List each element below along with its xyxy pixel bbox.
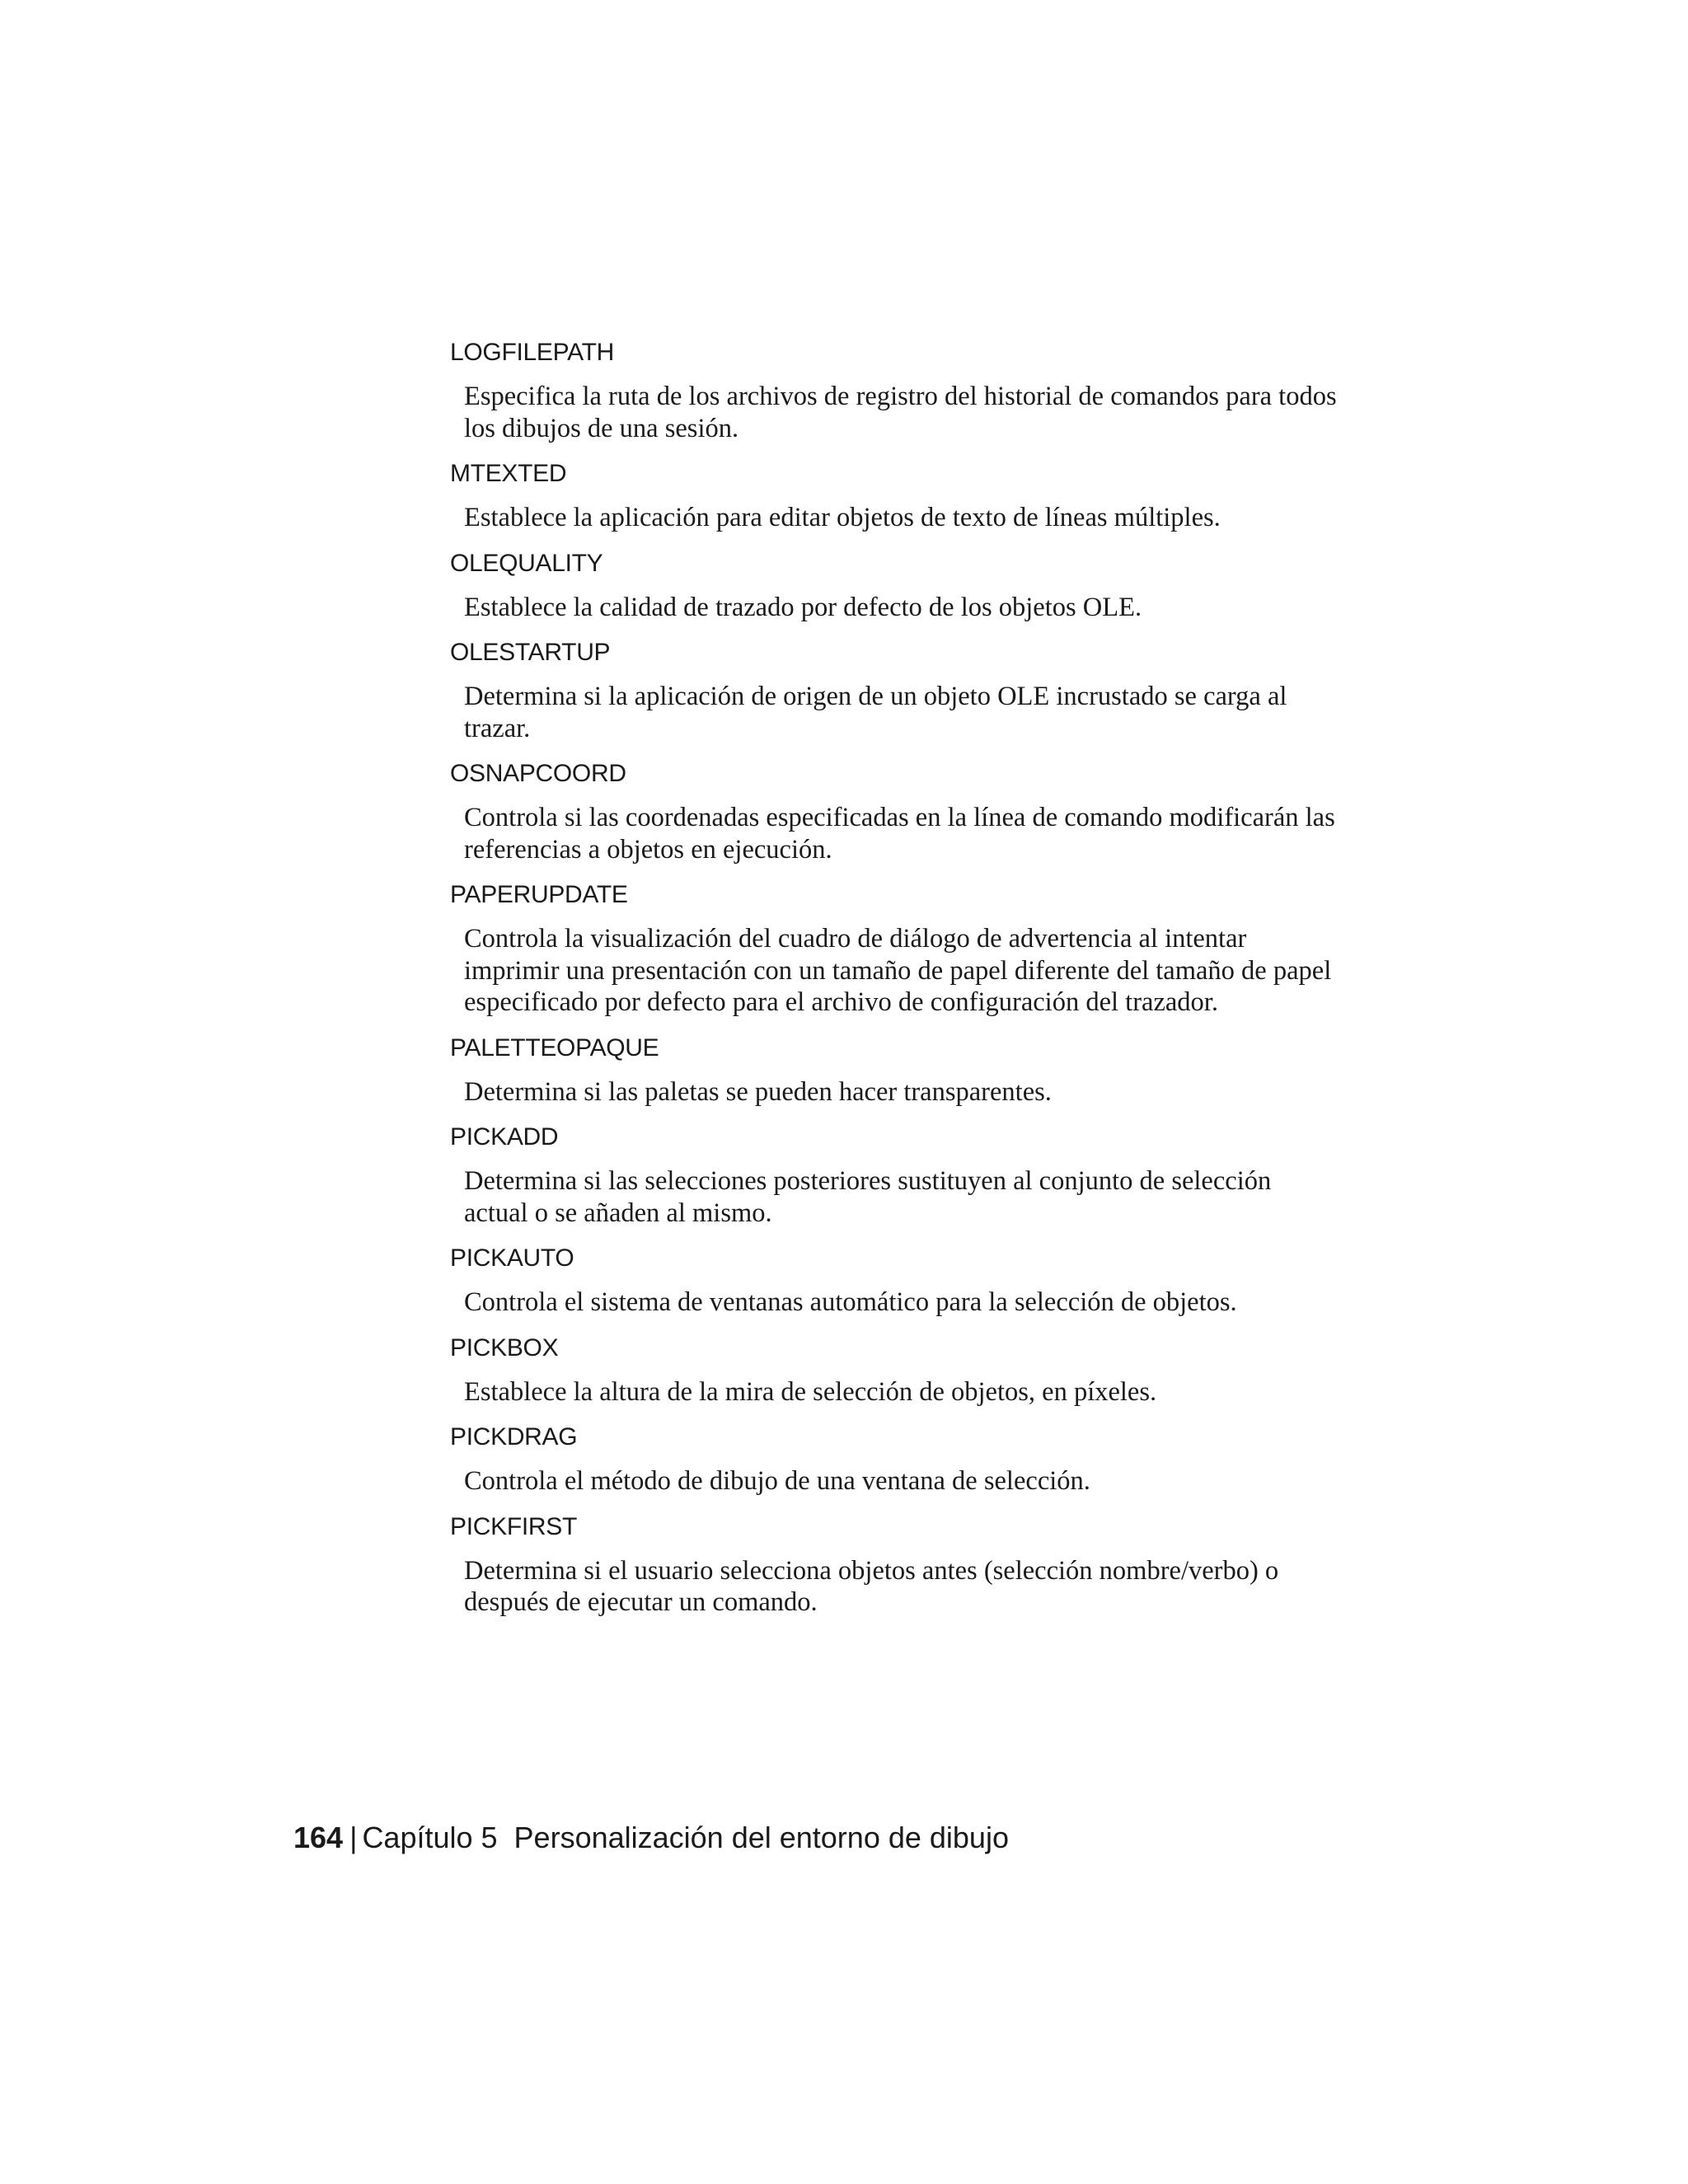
entry-description: Controla si las coordenadas especificadas en la línea de comando modificarán las referencias a objetos en ejecución.: [464, 803, 1335, 865]
list-item: [450, 879, 1340, 1019]
list-item: [450, 636, 1340, 744]
entry-description: Determina si las paletas se pueden hacer transparentes.: [464, 1076, 1052, 1107]
entry-term: PAPERUPDATE: [450, 881, 628, 908]
page-number: 164: [293, 1821, 344, 1854]
page-footer: [293, 1820, 1009, 1856]
list-item: [450, 1121, 1340, 1229]
entry-description: Establece la calidad de trazado por defecto de los objetos OLE.: [464, 592, 1142, 622]
entry-description: Controla el sistema de ventanas automático para la selección de objetos.: [464, 1287, 1237, 1317]
entry-description: Especifica la ruta de los archivos de registro del historial de comandos para todos los dibujos de una sesión.: [464, 382, 1337, 443]
entry-term: PICKAUTO: [450, 1244, 574, 1272]
list-item: [450, 1511, 1340, 1619]
chapter-title: Personalización del entorno de dibujo: [513, 1821, 1009, 1854]
entry-term: OLEQUALITY: [450, 549, 603, 577]
entry-term: PICKBOX: [450, 1333, 559, 1361]
entry-term: PICKADD: [450, 1123, 559, 1151]
entry-term: OLESTARTUP: [450, 639, 611, 666]
sysvar-list: [450, 336, 1340, 1632]
footer-separator: |: [349, 1821, 358, 1854]
entry-term: PALETTEOPAQUE: [450, 1033, 659, 1062]
list-item: [450, 1421, 1340, 1497]
list-item: [450, 336, 1340, 444]
entry-term: PICKFIRST: [450, 1512, 577, 1540]
list-item: [450, 457, 1340, 534]
list-item: [450, 1032, 1340, 1108]
list-item: [450, 547, 1340, 624]
list-item: [450, 1332, 1340, 1408]
chapter-label: Capítulo 5: [362, 1821, 498, 1854]
entry-description: Establece la aplicación para editar objetos de texto de líneas múltiples.: [464, 503, 1221, 532]
entry-description: Determina si las selecciones posteriores sustituyen al conjunto de selección actual o se añaden al mismo.: [464, 1166, 1272, 1228]
entry-description: Controla el método de dibujo de una ventana de selección.: [464, 1466, 1090, 1496]
entry-term: LOGFILEPATH: [450, 339, 614, 366]
list-item: [450, 1242, 1340, 1319]
entry-term: PICKDRAG: [450, 1423, 578, 1451]
entry-term: MTEXTED: [450, 460, 567, 487]
entry-description: Determina si el usuario selecciona objetos antes (selección nombre/verbo) o después de ejecutar un comando.: [464, 1555, 1279, 1617]
entry-description: Establece la altura de la mira de selección de objetos, en píxeles.: [464, 1376, 1157, 1407]
entry-description: Controla la visualización del cuadro de diálogo de advertencia al intentar imprimir una presentación con un tamaño de papel diferente del tamaño de papel especificado por defecto para el archivo de configuración del trazador.: [464, 924, 1332, 1017]
list-item: [450, 757, 1340, 865]
entry-description: Determina si la aplicación de origen de un objeto OLE incrustado se carga al trazar.: [464, 682, 1287, 743]
entry-term: OSNAPCOORD: [450, 760, 626, 787]
